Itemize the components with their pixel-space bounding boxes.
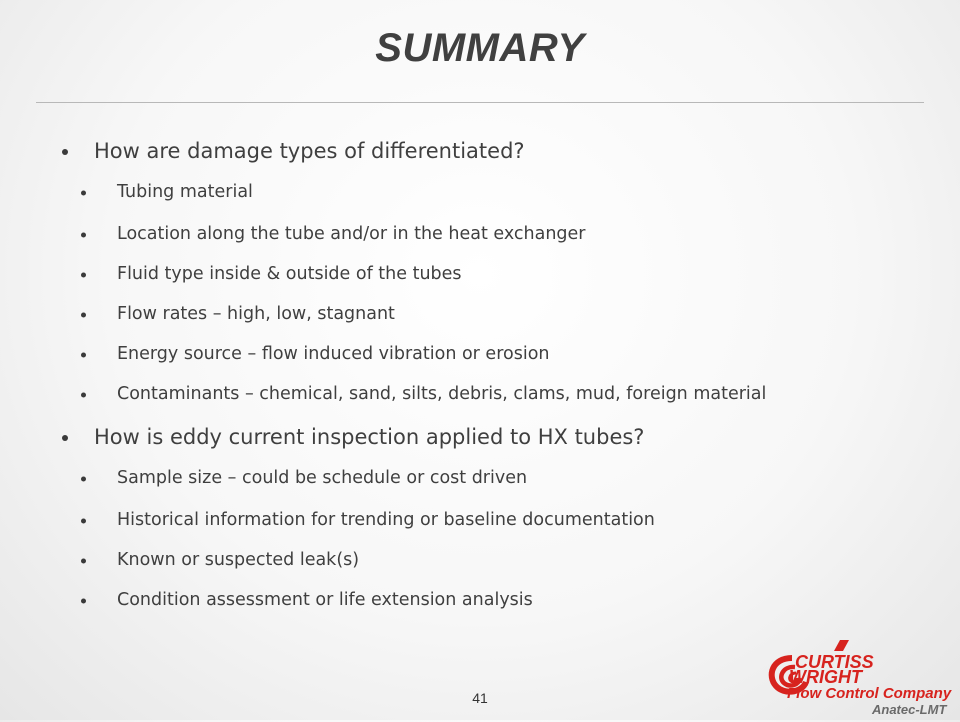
bullet-dot — [81, 518, 86, 523]
bullet-dot — [81, 272, 86, 277]
logo-text-curtiss: CURTISS — [795, 652, 874, 672]
logo-text-wright: WRIGHT — [789, 667, 862, 687]
bullet-text: How are damage types of differentiated? — [94, 139, 525, 163]
curtiss-wright-logo — [762, 638, 958, 718]
bullet-dot — [81, 598, 86, 603]
page-number: 41 — [472, 690, 488, 706]
bullet-text: Historical information for trending or baseline documentation — [117, 510, 655, 530]
bullet-item — [117, 266, 462, 284]
title-divider — [36, 102, 924, 103]
logo-text-anatec: Anatec-LMT — [872, 702, 947, 717]
bullet-text: Contaminants – chemical, sand, silts, debris, clams, mud, foreign material — [117, 384, 767, 404]
bullet-dot — [81, 558, 86, 563]
slide-title: SUMMARY — [375, 26, 585, 70]
bullet-text: Fluid type inside & outside of the tubes — [117, 264, 462, 284]
bullet-item — [117, 512, 655, 530]
bullet-dot — [62, 149, 68, 155]
bullet-item — [117, 306, 395, 324]
bullet-item — [117, 552, 359, 570]
bullet-item — [117, 386, 766, 404]
bullet-text: Condition assessment or life extension analysis — [117, 590, 533, 610]
bullet-item — [117, 592, 533, 610]
bullet-text: Location along the tube and/or in the heat exchanger — [117, 224, 586, 244]
bullet-item — [117, 184, 253, 202]
bullet-heading-damage-types — [94, 141, 525, 162]
bullet-item — [117, 346, 550, 364]
bullet-dot — [81, 232, 86, 237]
bullet-text: Known or suspected leak(s) — [117, 550, 360, 570]
bullet-text: Tubing material — [117, 182, 253, 202]
bullet-dot — [81, 190, 86, 195]
bullet-dot — [81, 312, 86, 317]
bullet-dot — [81, 392, 86, 397]
bullet-dot — [81, 352, 86, 357]
bullet-item — [117, 226, 586, 244]
logo-slash-mark — [834, 640, 849, 651]
logo-text-flow-control: Flow Control Company — [787, 685, 952, 702]
bullet-text: Sample size – could be schedule or cost driven — [117, 468, 528, 488]
bullet-heading-eddy-current — [94, 427, 644, 448]
bullet-text: Flow rates – high, low, stagnant — [117, 304, 395, 324]
bullet-dot — [81, 476, 86, 481]
bullet-text: Energy source – flow induced vibration or erosion — [117, 344, 550, 364]
bullet-text: How is eddy current inspection applied to HX tubes? — [94, 425, 645, 449]
bullet-item — [117, 470, 527, 488]
bullet-dot — [62, 435, 68, 441]
